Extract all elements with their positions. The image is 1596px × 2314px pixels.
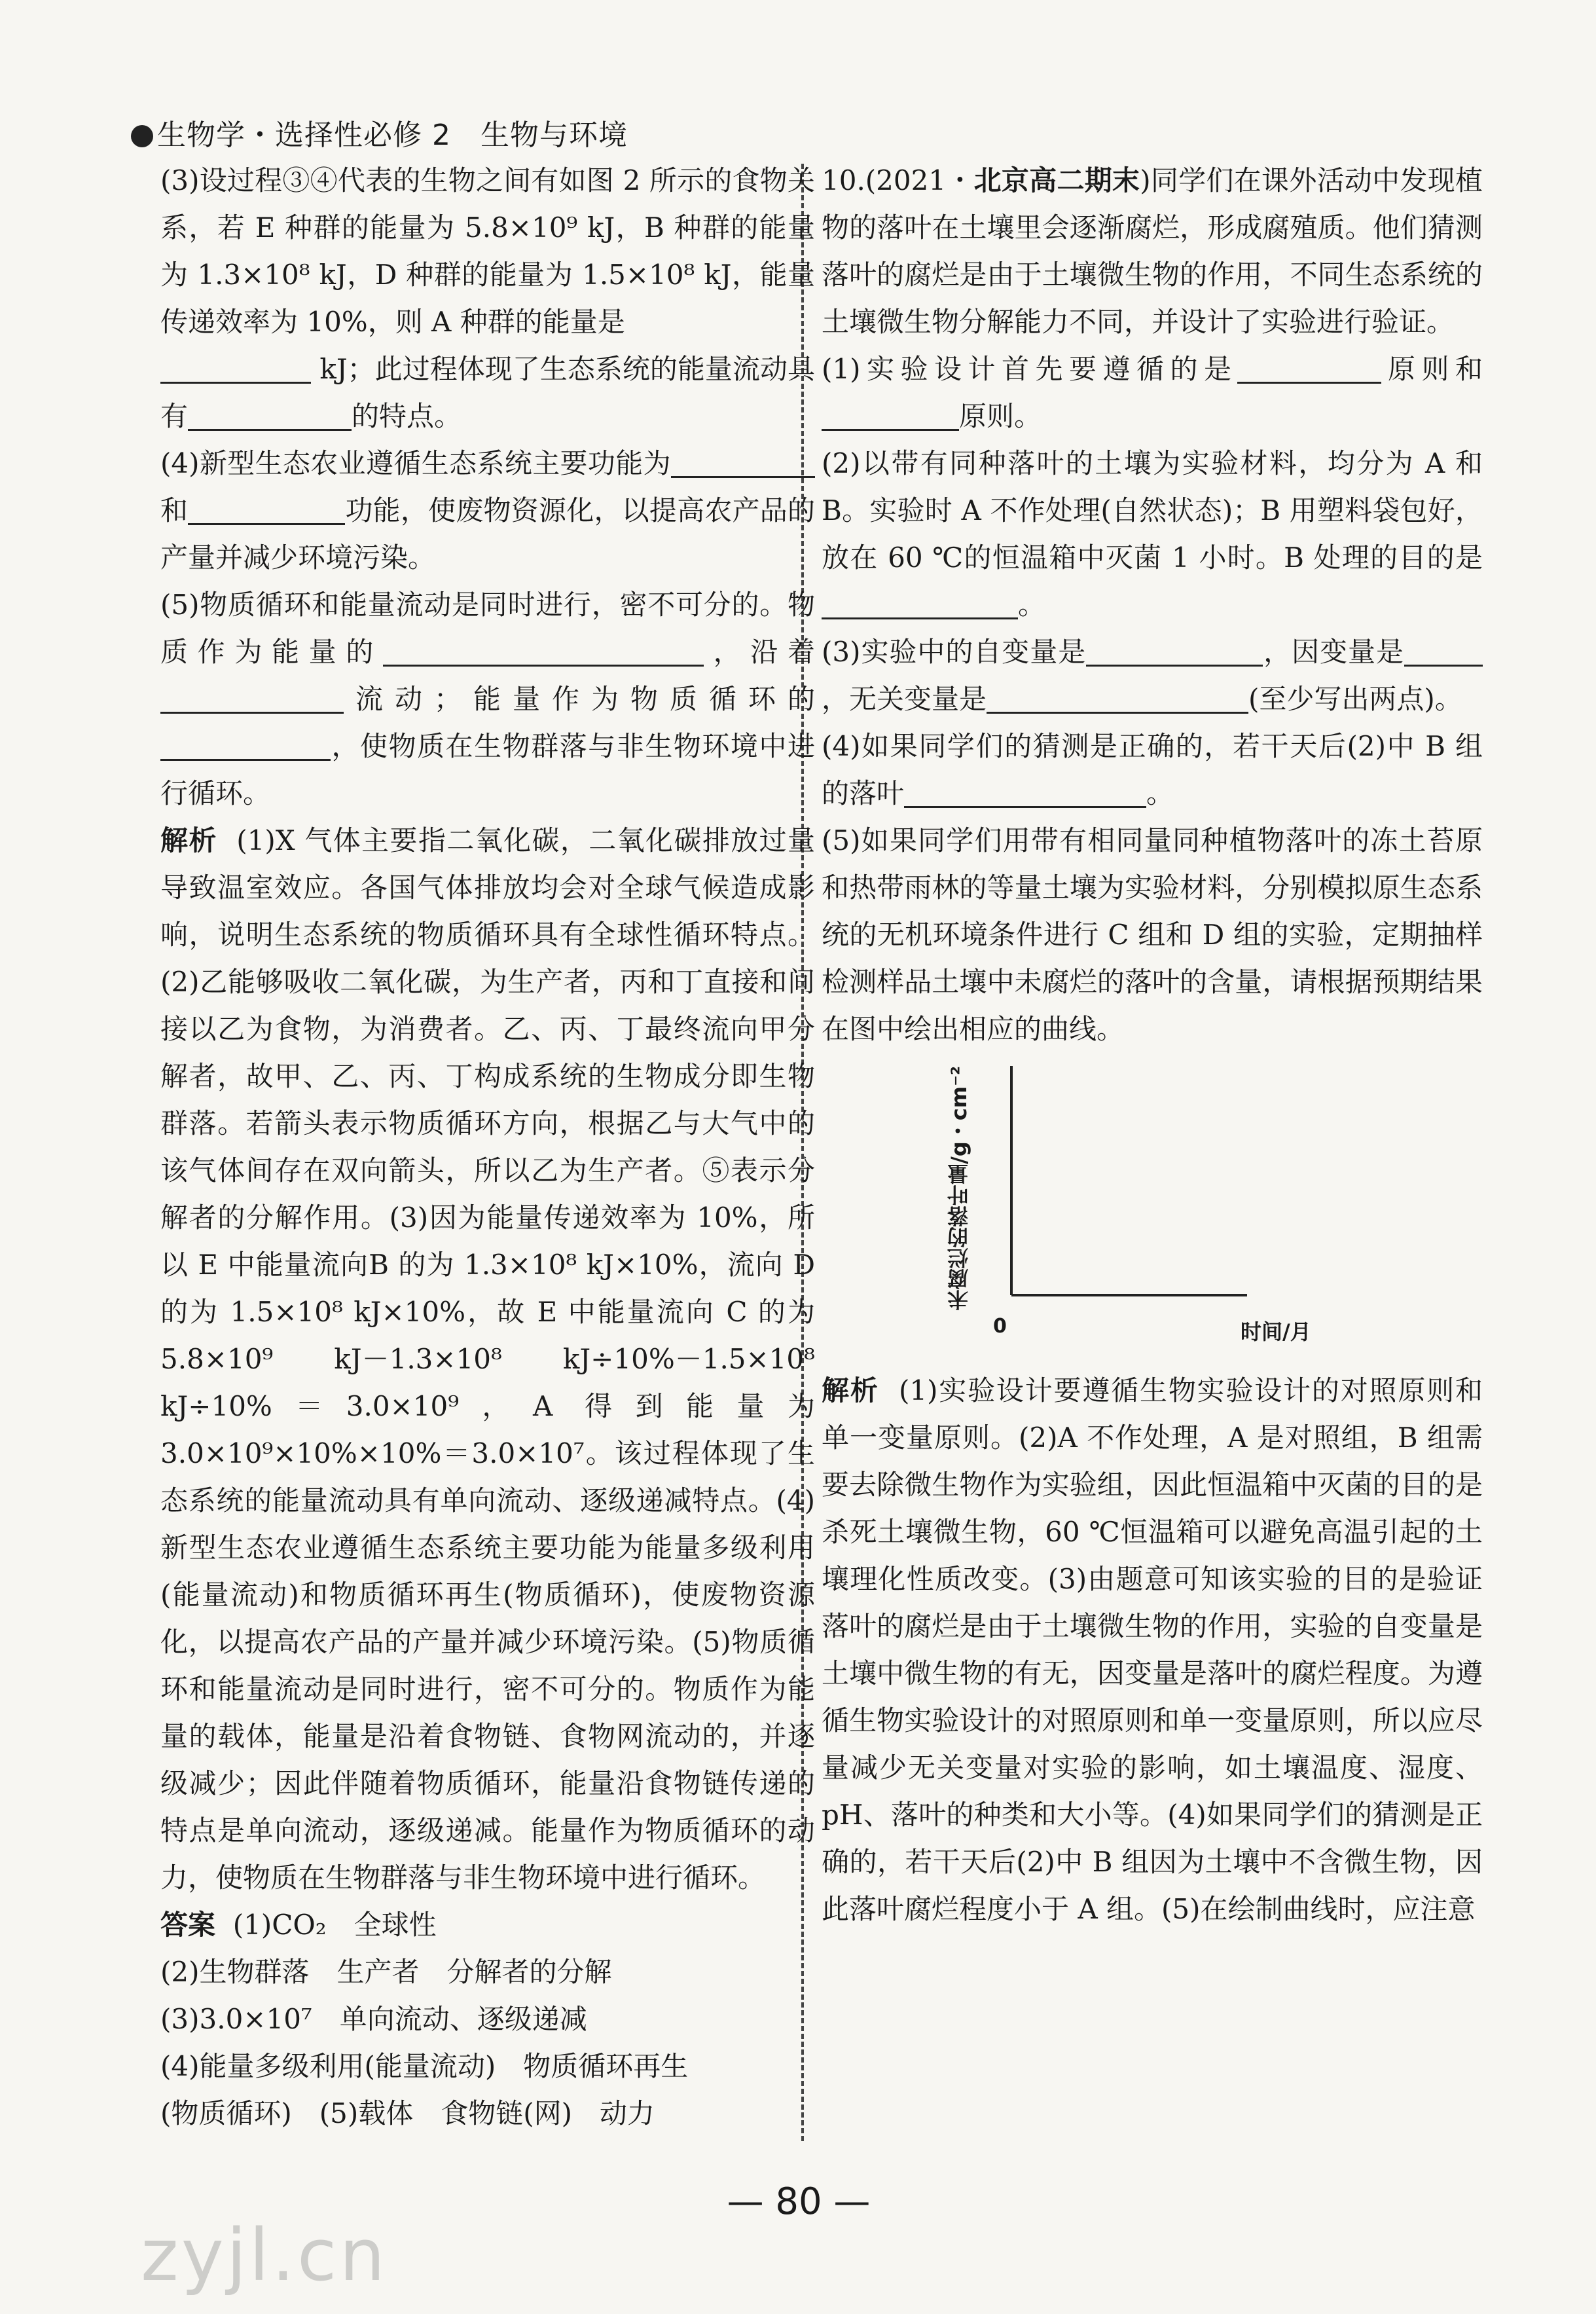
answer-block: 答案 (1)CO₂ 全球性 (160, 1909, 437, 1941)
question-10-3: (3)实验中的自变量是 ，因变量是，无关变量是 (至少写出两点)。 (822, 629, 1483, 723)
question-5: (5)物质循环和能量流动是同时进行，密不可分的。物质作为能量的 ，沿着流动；能量作为物质循环的，使物质在生物群落与非生物环境中进行循环。 (160, 589, 815, 809)
question-10-5: (5)如果同学们用带有相同量同种植物落叶的冻土苔原和热带雨林的等量土壤为实验材料，分别模拟原生态系统的无机环境条件进行 C 组和 D 组的实验，定期抽样检测样品土壤中未腐烂的落叶的含量，请根据预期结果在图中绘出相应的曲线。 (822, 824, 1483, 1045)
header-title: 生物学・选择性必修 2 生物与环境 (157, 119, 628, 152)
question-10: 10.(2021・北京高二期末)同学们在课外活动中发现植物的落叶在土壤里会逐渐腐烂，形成腐殖质。他们猜测落叶的腐烂是由于土壤微生物的作用，不同生态系统的土壤微生物分解能力不同，并设计了实验进行验证。 (822, 164, 1483, 338)
left-column: (3)设过程③④代表的生物之间有如图 2 所示的食物关系，若 E 种群的能量为 5.8×10⁹ kJ，B 种群的能量为 1.3×10⁸ kJ，D 种群的能量为 1.5×10⁸ kJ，能量传递效率为 10%，则 A 种群的能量是 kJ；此过程体现了生态系统的能量流动具有 的特点。 (4)新型生态农业遵循生态系统主要功能为和 功能，使废物资源化，以提高农产品的产量并减少环境污染。 (5)物质循环和能量流动是同时进行，密不可分的。物质作为能量的 ，沿着流动；能量作为物质循环的，使物质在生物群落与非生物环境中进行循环。 解析 (1)X 气体主要指二氧化碳，二氧化碳排放过量导致温室效应。各国气体排放均会对全球气候造成影响，说明生态系统的物质循环具有全球性循环特点。(2)乙能够吸收二氧化碳，为生产者，丙和丁直接和间接以乙为食物，为消费者。乙、丙、丁最终流向甲分解者，故甲、乙、丙、丁构成系统的生物成分即生物群落。若箭头表示物质循环方向，根据乙与大气中的该气体间存在双向箭头，所以乙为生产者。⑤表示分解者的分解作用。(3)因为能量传递效率为 10%，所以 E 中能量流向B 的为 1.3×10⁸ kJ×10%，流向 D 的为 1.5×10⁸ kJ×10%，故 E 中能量流向 C 的为 5.8×10⁹ kJ－1.3×10⁸ kJ÷10%－1.5×10⁸ kJ÷10%＝3.0×10⁹，A 得到能量为 3.0×10⁹×10%×10%＝3.0×10⁷。该过程体现了生态系统的能量流动具有单向流动、逐级递减特点。(4)新型生态农业遵循生态系统主要功能为能量多级利用(能量流动)和物质循环再生(物质循环)，使废物资源化，以提高农产品的产量并减少环境污染。(5)物质循环和能量流动是同时进行，密不可分的。物质作为能量的载体，能量是沿着食物链、食物网流动的，并逐级减少；因此伴随着物质循环，能量沿食物链传递的特点是单向流动，逐级递减。能量作为物质循环的动力，使物质在生物群落与非生物环境中进行循环。 答案 (1)CO₂ 全球性 (2)生物群落 生产者 分解者的分解 (3)3.0×10⁷ 单向流动、逐级递减 (4)能量多级利用(能量流动) 物质循环再生 (物质循环) (5)载体 食物链(网) 动力 (160, 157, 815, 2137)
answer-blank[interactable] (160, 682, 344, 714)
blank-graph[interactable] (822, 1059, 1483, 1354)
answer-blank[interactable] (160, 729, 331, 761)
answer-blank[interactable] (987, 682, 1248, 714)
graph-x-label: 时间/月 (1241, 1319, 1311, 1344)
graph-axes (979, 1059, 1254, 1321)
question-4: (4)新型生态农业遵循生态系统主要功能为和 功能，使废物资源化，以提高农产品的产量并减少环境污染。 (160, 447, 815, 574)
answer-blank[interactable] (1086, 634, 1263, 667)
analysis-left: 解析 (1)X 气体主要指二氧化碳，二氧化碳排放过量导致温室效应。各国气体排放均会对全球气候造成影响，说明生态系统的物质循环具有全球性循环特点。(2)乙能够吸收二氧化碳，为生产者，丙和丁直接和间接以乙为食物，为消费者。乙、丙、丁最终流向甲分解者，故甲、乙、丙、丁构成系统的生物成分即生物群落。若箭头表示物质循环方向，根据乙与大气中的该气体间存在双向箭头，所以乙为生产者。⑤表示分解者的分解作用。(3)因为能量传递效率为 10%，所以 E 中能量流向B 的为 1.3×10⁸ kJ×10%，流向 D 的为 1.5×10⁸ kJ×10%，故 E 中能量流向 C 的为 5.8×10⁹ kJ－1.3×10⁸ kJ÷10%－1.5×10⁸ kJ÷10%＝3.0×10⁹，A 得到能量为 3.0×10⁹×10%×10%＝3.0×10⁷。该过程体现了生态系统的能量流动具有单向流动、逐级递减特点。(4)新型生态农业遵循生态系统主要功能为能量多级利用(能量流动)和物质循环再生(物质循环)，使废物资源化，以提高农产品的产量并减少环境污染。(5)物质循环和能量流动是同时进行，密不可分的。物质作为能量的载体，能量是沿着食物链、食物网流动的，并逐级减少；因此伴随着物质循环，能量沿食物链传递的特点是单向流动，逐级递减。能量作为物质循环的动力，使物质在生物群落与非生物环境中进行循环。 (160, 824, 815, 1894)
watermark: zyjl.cn (141, 2213, 388, 2297)
answer-blank[interactable] (188, 399, 352, 431)
question-3: (3)设过程③④代表的生物之间有如图 2 所示的食物关系，若 E 种群的能量为 5.8×10⁹ kJ，B 种群的能量为 1.3×10⁸ kJ，D 种群的能量为 1.5×10⁸ kJ，能量传递效率为 10%，则 A 种群的能量是 (160, 164, 815, 338)
question-10-4: (4)如果同学们的猜测是正确的，若干天后(2)中 B 组的落叶 。 (822, 730, 1483, 809)
answer-blank[interactable] (188, 493, 345, 525)
answer-blank[interactable] (904, 776, 1146, 808)
answer-blank[interactable] (1404, 634, 1483, 667)
page-number: — 80 — (727, 2180, 871, 2223)
answer-blank[interactable] (822, 399, 959, 431)
question-10-1: (1)实验设计首先要遵循的是 原则和原则。 (822, 353, 1483, 432)
bullet-icon (131, 125, 153, 147)
page-header (131, 111, 628, 153)
answer-blank[interactable] (1237, 352, 1381, 384)
right-column (822, 157, 1483, 1933)
answer-blank[interactable] (160, 352, 311, 384)
answer-blank[interactable] (671, 446, 815, 478)
question-10-2: (2)以带有同种落叶的土壤为实验材料，均分为 A 和 B。实验时 A 不作处理(自然状态)；B 用塑料袋包好，放在 60 ℃的恒温箱中灭菌 1 小时。B 处理的目的是。 (822, 447, 1483, 621)
answer-blank[interactable] (383, 634, 704, 667)
graph-y-label: 未腐烂的落叶量/g・cm⁻² (947, 1066, 971, 1311)
answer-blank[interactable] (822, 587, 1018, 619)
analysis-right: 解析 (1)实验设计要遵循生物实验设计的对照原则和单一变量原则。(2)A 不作处理，A 是对照组，B 组需要去除微生物作为实验组，因此恒温箱中灭菌的目的是杀死土壤微生物，60 ℃恒温箱可以避免高温引起的土壤理化性质改变。(3)由题意可知该实验的目的是验证落叶的腐烂是由于土壤微生物的作用，实验的自变量是土壤中微生物的有无，因变量是落叶的腐烂程度。为遵循生物实验设计的对照原则和单一变量原则，所以应尽量减少无关变量对实验的影响，如土壤温度、湿度、pH、落叶的种类和大小等。(4)如果同学们的猜测是正确的，若干天后(2)中 B 组因为土壤中不含微生物，因此落叶腐烂程度小于 A 组。(5)在绘制曲线时，应注意 (822, 1374, 1483, 1925)
graph-origin: 0 (993, 1315, 1007, 1338)
